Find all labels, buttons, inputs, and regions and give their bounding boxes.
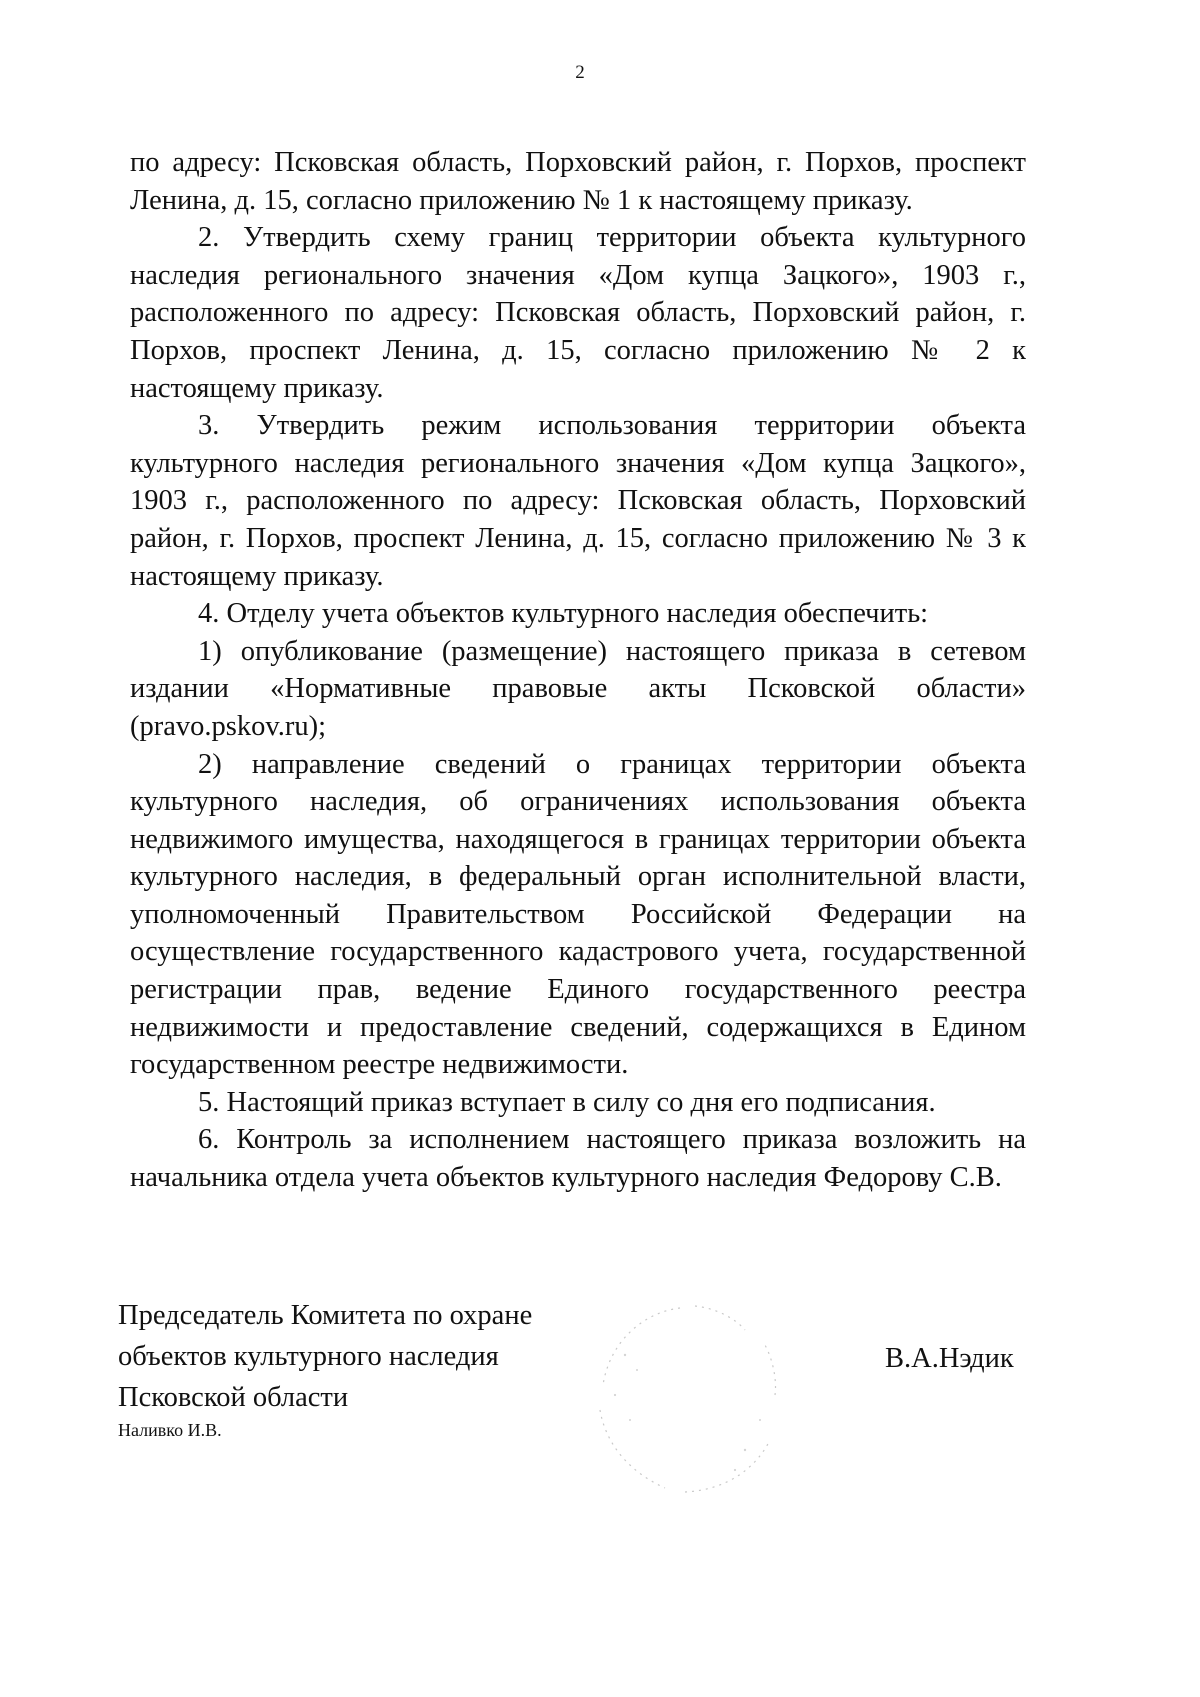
signatory-title-line-1: Председатель Комитета по охране: [118, 1300, 533, 1331]
signer-name-text: В.А.Нэдик: [885, 1343, 1014, 1374]
signatory-title-line-2: объектов культурного наследия: [118, 1341, 499, 1372]
document-body: [130, 144, 1026, 1197]
paragraph-item-5: 5. Настоящий приказ вступает в силу со дня его подписания.: [198, 1086, 936, 1118]
paragraph-item-3: 3. Утвердить режим использования территории объекта культурного наследия регионального значения «Дом купца Зацкого», 1903 г., расположенного по адресу: Псковская область, Порховский район, г. Порхов, проспект Ленина, д. 15, согласно приложению № 3 к настоящему приказу.: [130, 410, 1026, 592]
executor-name: Наливко И.В.: [118, 1420, 222, 1440]
paragraph-item-2: 2. Утвердить схему границ территории объекта культурного наследия регионального значения «Дом купца Зацкого», 1903 г., расположенного по адресу: Псковская область, Порховский район, г. Порхов, проспект Ленина, д. 15, согласно приложению № 2 к настоящему приказу.: [130, 222, 1026, 404]
page-number: 2: [575, 62, 585, 83]
paragraph-item-4: 4. Отделу учета объектов культурного наследия обеспечить:: [198, 598, 929, 630]
paragraph-subitem-1: 1) опубликование (размещение) настоящего приказа в сетевом издании «Нормативные правовые акты Псковской области» (pravo.pskov.ru);: [130, 635, 1026, 742]
signatory-title-line-3: Псковской области: [118, 1382, 349, 1413]
paragraph-subitem-2: 2) направление сведений о границах территории объекта культурного наследия, об ограничениях использования объекта недвижимого имущества, находящегося в границах территории объекта культурного наследия, в федеральный орган исполнительной власти, уполномоченный Правительством Российской Федерации на осуществление государственного кадастрового учета, государственной регистрации прав, ведение Единого государственного реестра недвижимости и предоставление сведений, содержащихся в Едином государственном реестре недвижимости.: [130, 748, 1026, 1081]
faint-stamp-mark: [585, 1300, 795, 1500]
paragraph-address-continuation: по адресу: Псковская область, Порховский район, г. Порхов, проспект Ленина, д. 15, согласно приложению № 1 к настоящему приказу.: [130, 147, 1026, 216]
paragraph-item-6: 6. Контроль за исполнением настоящего приказа возложить на начальника отдела учета объектов культурного наследия Федорову С.В.: [130, 1124, 1026, 1194]
signatory-title: [118, 1295, 532, 1418]
